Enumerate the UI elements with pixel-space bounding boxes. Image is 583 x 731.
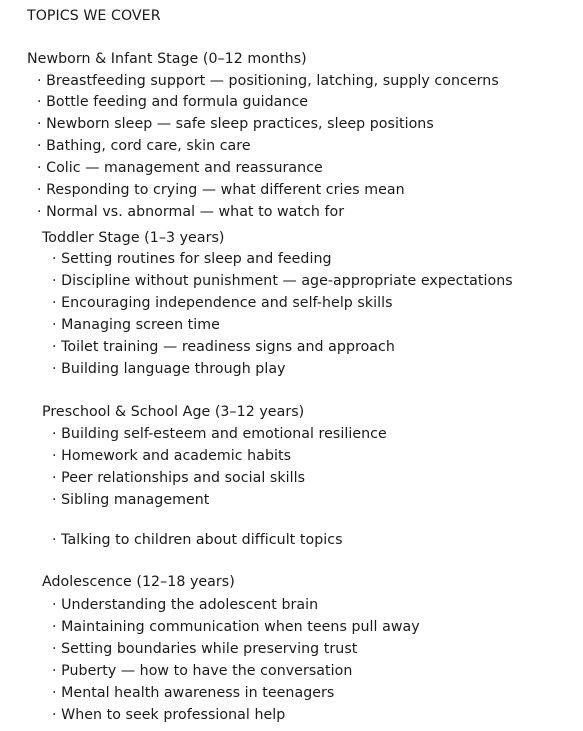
list-item: · Maintaining communication when teens pull away [52, 618, 420, 636]
list-item: · Colic — management and reassurance [37, 159, 323, 177]
list-item-text: Breastfeeding support — positioning, latching, supply concerns [46, 73, 499, 89]
list-item: · Encouraging independence and self-help skills [52, 294, 393, 312]
topics-heading: TOPICS WE COVER [27, 8, 161, 24]
list-item: · Peer relationships and social skills [52, 469, 305, 487]
list-item: · Understanding the adolescent brain [52, 596, 318, 614]
list-item: · Normal vs. abnormal — what to watch for [37, 203, 344, 221]
list-item: · Mental health awareness in teenagers [52, 684, 334, 702]
list-item: · Puberty — how to have the conversation [52, 662, 352, 680]
list-item: · Toilet training — readiness signs and approach [52, 338, 395, 356]
section-title-adolescence: Adolescence (12–18 years) [42, 574, 235, 590]
list-item: · Homework and academic habits [52, 447, 291, 465]
list-item: · Setting routines for sleep and feeding [52, 250, 332, 268]
list-item: · Newborn sleep — safe sleep practices, sleep positions [37, 115, 434, 133]
list-item: · Managing screen time [52, 316, 220, 334]
section-title-preschool: Preschool & School Age (3–12 years) [42, 404, 305, 420]
list-item: · Sibling management [52, 491, 209, 509]
list-item: · Bathing, cord care, skin care [37, 137, 251, 155]
list-item: · Building self-esteem and emotional resilience [52, 425, 387, 443]
list-item: · Building language through play [52, 360, 286, 378]
list-item [37, 72, 499, 90]
section-title-newborn: Newborn & Infant Stage (0–12 months) [27, 51, 307, 67]
list-item: · Talking to children about difficult topics [52, 531, 343, 549]
section-title-toddler: Toddler Stage (1–3 years) [42, 230, 225, 246]
list-item: · Responding to crying — what different cries mean [37, 181, 405, 199]
list-item: · Setting boundaries while preserving trust [52, 640, 357, 658]
list-item: · Discipline without punishment — age-appropriate expectations [52, 272, 513, 290]
list-item: · Bottle feeding and formula guidance [37, 93, 308, 111]
list-item: · When to seek professional help [52, 706, 285, 724]
